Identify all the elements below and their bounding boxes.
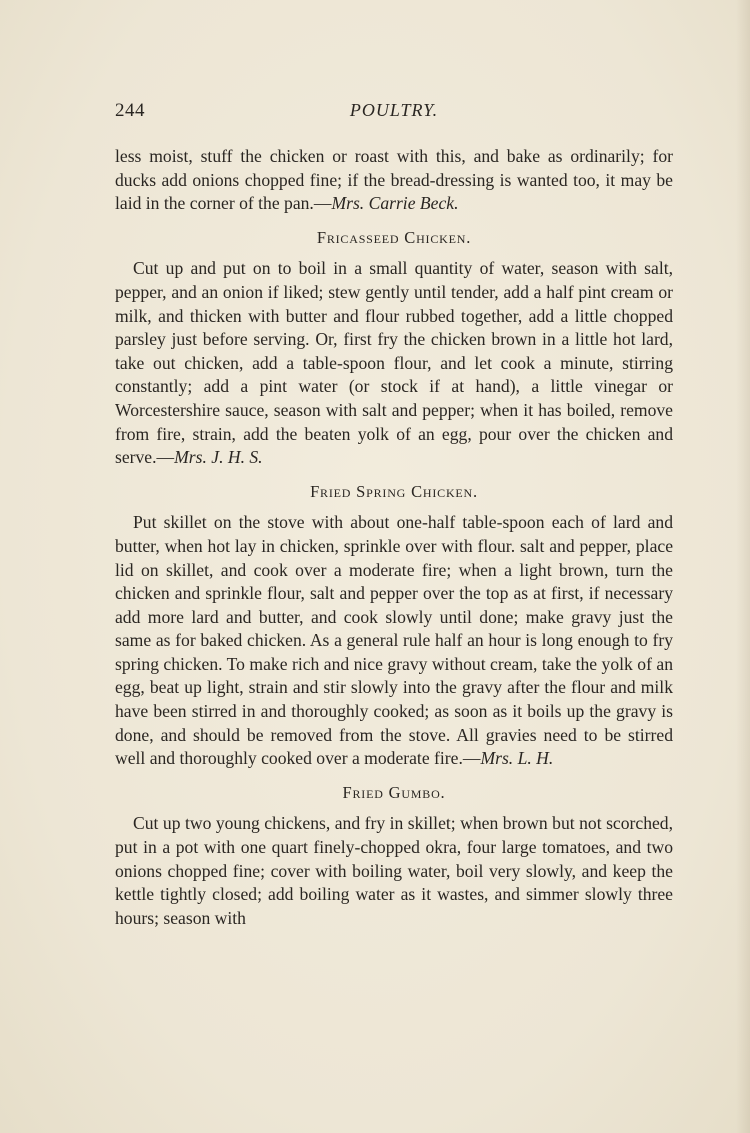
recipe-title-fried-gumbo: Fried Gumbo. [342,782,446,802]
recipe-attribution: Mrs. J. H. S. [174,447,263,468]
continuation-attribution: Mrs. Carrie Beck. [331,193,459,214]
recipe-body: Cut up and put on to boil in a small quantity of water, season with salt, pepper, and an onion if liked; stew gently until tender, add a half pint cream or milk, and thicken with butter and flour rubbed together, add a little chopped parsley just before serving. Or, first fry the chicken brown in a little hot lard, take out chicken, add a table-spoon flour, and let cook a minute, stirring constantly; add a pint water (or stock if at hand), a little vinegar or Worcestershire sauce, season with salt and pepper; when it has boiled, remove from fire, strain, add the beaten yolk of an egg, pour over the chicken and serve.— [115,258,673,468]
recipe-title-fricasseed-chicken: Fricasseed Chicken. [316,227,472,247]
running-head: POULTRY. [349,100,439,120]
page-body [115,145,673,930]
page-header [115,100,673,126]
page-edge-shadow [736,0,750,1133]
continuation-text: less moist, stuff the chicken or roast with this, and bake as ordinarily; for ducks add onions chopped fine; if the bread-dressing is wanted too, it may be laid in the corner of the pan.— [115,146,673,214]
continuation-paragraph [115,145,673,216]
recipe-attribution: Mrs. L. H. [480,748,554,769]
recipe-text-fricasseed-chicken [115,257,673,469]
recipe-text-fried-gumbo [115,812,673,930]
recipe-body: Put skillet on the stove with about one-half table-spoon each of lard and butter, when hot lay in chicken, sprinkle over with flour. salt and pepper, place lid on skillet, and cook over a moderate fire; when a light brown, turn the chicken and sprinkle flour, salt and pepper over the top as at first, if necessary add more lard and butter, and cook slowly until done; make gravy just the same as for baked chicken. As a general rule half an hour is long enough to fry spring chicken. To make rich and nice gravy without cream, take the yolk of an egg, beat up light, strain and stir slowly into the gravy after the flour and milk have been stirred in and thoroughly cooked; as soon as it boils up the gravy is done, and should be removed from the stove. All gravies need to be stirred well and thoroughly cooked over a moderate fire.— [115,512,673,769]
recipe-body: Cut up two young chickens, and fry in skillet; when brown but not scorched, put in a pot with one quart finely-chopped okra, four large tomatoes, and two onions chopped fine; cover with boiling water, boil very slowly, and keep the kettle tightly closed; add boiling water as it wastes, and simmer slowly three hours; season with [115,813,673,928]
recipe-text-fried-spring-chicken [115,511,673,771]
page-number: 244 [115,100,145,121]
recipe-title-fried-spring-chicken: Fried Spring Chicken. [310,481,478,501]
